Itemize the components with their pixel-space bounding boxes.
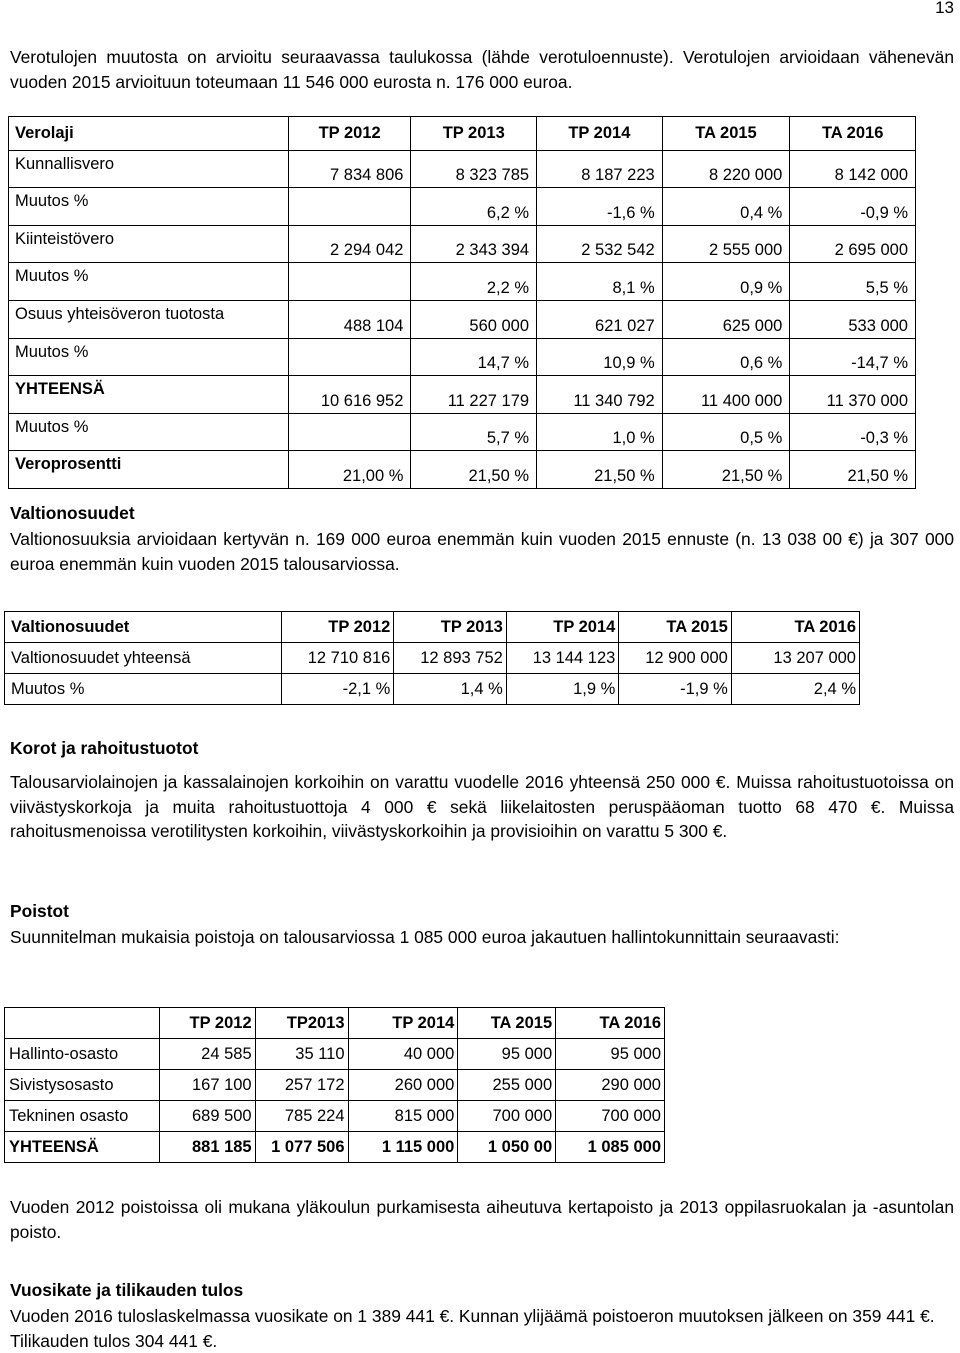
table-cell <box>288 263 411 301</box>
page-number: 13 <box>935 0 954 17</box>
header-cell: TP 2012 <box>281 612 394 643</box>
table-cell: 8 323 785 <box>411 150 537 188</box>
table-cell: 0,6 % <box>662 338 790 376</box>
table-cell: 255 000 <box>458 1070 556 1101</box>
table-cell: 625 000 <box>662 300 790 338</box>
table-cell: 560 000 <box>411 300 537 338</box>
table-cell: 21,50 % <box>847 466 908 485</box>
result-paragraph: Vuoden 2016 tuloslaskelmassa vuosikate on 1 389 441 €. Kunnan ylijäämä poistoeron muutoksen jälkeen on 359 441 €. Tilikauden tulos 304 441 €. <box>10 1306 935 1351</box>
table-cell: 40 000 <box>348 1039 458 1070</box>
table-row <box>9 188 916 226</box>
header-cell: TP 2013 <box>411 117 537 151</box>
table-row <box>5 1070 665 1101</box>
state-aid-table <box>4 611 860 705</box>
table-cell: 1,9 % <box>506 674 619 705</box>
table-cell: 24 585 <box>159 1039 255 1070</box>
table-cell: 8,1 % <box>537 263 663 301</box>
table-cell: 533 000 <box>790 300 916 338</box>
table-cell: 689 500 <box>159 1101 255 1132</box>
table-cell: 10 616 952 <box>288 376 411 414</box>
interest-paragraph: Talousarviolainojen ja kassalainojen korkoihin on varattu vuodelle 2016 yhteensä 250 000 €. Muissa rahoitustuotoissa on viivästyskorkoja ja muita rahoitustuottoja 4 000 € sekä liikelaitosten peruspääoman tuotto 68 470 €. Muissa rahoitusmenoissa verotilitysten korkoihin, viivästyskorkoihin ja provisioihin on varattu 5 300 €. <box>10 772 954 841</box>
state-aid-paragraph: Valtionosuuksia arvioidaan kertyvän n. 169 000 euroa enemmän kuin vuoden 2015 ennuste (n. 13 038 00 €) ja 307 000 euroa enemmän kuin vuoden 2015 talousarviossa. <box>10 529 954 574</box>
header-cell: TA 2016 <box>556 1008 665 1039</box>
table-cell: 11 340 792 <box>537 376 663 414</box>
table-cell: 12 900 000 <box>619 643 732 674</box>
table-cell: 260 000 <box>348 1070 458 1101</box>
tax-revenue-table <box>8 116 916 489</box>
row-label: Kunnallisvero <box>9 150 289 188</box>
state-aid-heading: Valtionosuudet <box>10 503 135 523</box>
table-cell: 7 834 806 <box>288 150 411 188</box>
table-cell: 700 000 <box>556 1101 665 1132</box>
table-row <box>9 300 916 338</box>
table-cell: 2 695 000 <box>790 225 916 263</box>
intro-paragraph: Verotulojen muutosta on arvioitu seuraavassa taulukossa (lähde verotuloennuste). Verotulojen arvioidaan vähenevän vuoden 2015 arvioituun toteumaan 11 546 000 eurosta n. 176 000 euroa. <box>10 47 954 92</box>
table-row <box>5 674 860 705</box>
table-cell: 488 104 <box>288 300 411 338</box>
row-label: Muutos % <box>5 674 282 705</box>
result-heading: Vuosikate ja tilikauden tulos <box>10 1280 244 1300</box>
table-cell: 815 000 <box>348 1101 458 1132</box>
row-label: Kiinteistövero <box>9 225 289 263</box>
row-label: Sivistysosasto <box>5 1070 160 1101</box>
table-cell: 1 077 506 <box>255 1132 348 1163</box>
row-label: Veroprosentti <box>9 451 289 489</box>
table-cell: 881 185 <box>159 1132 255 1163</box>
header-cell: TP 2014 <box>506 612 619 643</box>
table-cell: 700 000 <box>458 1101 556 1132</box>
table-row <box>9 413 916 451</box>
row-label: Muutos % <box>9 413 289 451</box>
table-cell: 5,7 % <box>411 413 537 451</box>
table-row <box>9 338 916 376</box>
table-cell: -2,1 % <box>281 674 394 705</box>
row-label: Osuus yhteisöveron tuotosta <box>9 300 289 338</box>
table-cell: 5,5 % <box>790 263 916 301</box>
table-row <box>9 150 916 188</box>
header-cell: TP 2014 <box>537 117 663 151</box>
table-cell: 8 220 000 <box>662 150 790 188</box>
table-cell: 8 187 223 <box>537 150 663 188</box>
table-row <box>5 1132 665 1163</box>
table-row <box>9 225 916 263</box>
table-cell: 2,2 % <box>411 263 537 301</box>
table-cell: 2 532 542 <box>537 225 663 263</box>
table-cell: 167 100 <box>159 1070 255 1101</box>
row-label: Tekninen osasto <box>5 1101 160 1132</box>
table-cell: 621 027 <box>537 300 663 338</box>
table-cell: 2 343 394 <box>411 225 537 263</box>
table-cell: 6,2 % <box>411 188 537 226</box>
table-cell: 11 227 179 <box>411 376 537 414</box>
header-cell: TA 2015 <box>458 1008 556 1039</box>
table-cell: 14,7 % <box>411 338 537 376</box>
row-label: Muutos % <box>9 263 289 301</box>
header-cell: TA 2016 <box>731 612 859 643</box>
row-label: Hallinto-osasto <box>5 1039 160 1070</box>
table-cell <box>288 413 411 451</box>
table-header-row <box>9 117 916 151</box>
table-cell: 11 370 000 <box>790 376 916 414</box>
table-cell <box>288 188 411 226</box>
table-cell: 2 555 000 <box>662 225 790 263</box>
table-cell: 0,9 % <box>662 263 790 301</box>
table-cell: 21,50 % <box>662 451 790 489</box>
table-cell: 12 710 816 <box>281 643 394 674</box>
table-cell <box>288 338 411 376</box>
table-cell: -0,9 % <box>790 188 916 226</box>
depreciation-table <box>4 1007 665 1163</box>
table-cell: 21,50 % <box>537 451 663 489</box>
table-cell: 12 893 752 <box>394 643 507 674</box>
table-cell: -1,9 % <box>619 674 732 705</box>
depreciation-heading: Poistot <box>10 901 69 921</box>
table-cell: 785 224 <box>255 1101 348 1132</box>
header-cell: TP 2012 <box>159 1008 255 1039</box>
table-cell: 257 172 <box>255 1070 348 1101</box>
table-row <box>5 643 860 674</box>
header-cell: TA 2015 <box>619 612 732 643</box>
table-cell: 1 115 000 <box>348 1132 458 1163</box>
table-cell: 35 110 <box>255 1039 348 1070</box>
header-cell <box>5 1008 160 1039</box>
table-cell: -0,3 % <box>790 413 916 451</box>
header-cell: TP 2014 <box>348 1008 458 1039</box>
table-cell: 290 000 <box>556 1070 665 1101</box>
table-cell: 1,0 % <box>537 413 663 451</box>
row-label: YHTEENSÄ <box>9 376 289 414</box>
header-cell: Verolaji <box>9 117 289 151</box>
table-cell: 13 144 123 <box>506 643 619 674</box>
table-cell: 1,4 % <box>394 674 507 705</box>
header-cell: TP 2013 <box>394 612 507 643</box>
depreciation-note: Vuoden 2012 poistoissa oli mukana yläkoulun purkamisesta aiheutuva kertapoisto ja 2013 oppilasruokalan ja -asuntolan poisto. <box>10 1197 954 1242</box>
table-cell: 0,4 % <box>662 188 790 226</box>
row-label: Muutos % <box>9 338 289 376</box>
table-cell: -1,6 % <box>537 188 663 226</box>
table-cell: 95 000 <box>556 1039 665 1070</box>
header-cell: Valtionosuudet <box>5 612 282 643</box>
table-cell: 21,50 % <box>411 451 537 489</box>
table-cell: 10,9 % <box>537 338 663 376</box>
header-cell: TA 2016 <box>790 117 916 151</box>
table-cell: 13 207 000 <box>731 643 859 674</box>
table-row <box>9 451 916 489</box>
table-cell: 1 050 00 <box>458 1132 556 1163</box>
depreciation-paragraph: Suunnitelman mukaisia poistoja on talousarviossa 1 085 000 euroa jakautuen hallintokunnittain seuraavasti: <box>10 927 840 947</box>
header-cell: TA 2015 <box>662 117 790 151</box>
table-cell: 21,00 % <box>288 451 411 489</box>
header-cell: TP2013 <box>255 1008 348 1039</box>
table-row <box>9 263 916 301</box>
row-label: YHTEENSÄ <box>5 1132 160 1163</box>
table-cell: 0,5 % <box>662 413 790 451</box>
table-cell: 2,4 % <box>731 674 859 705</box>
table-cell: 95 000 <box>458 1039 556 1070</box>
table-row <box>9 376 916 414</box>
row-label: Valtionosuudet yhteensä <box>5 643 282 674</box>
table-row <box>5 1101 665 1132</box>
interest-heading: Korot ja rahoitustuotot <box>10 738 199 758</box>
table-cell: 8 142 000 <box>790 150 916 188</box>
table-cell: 1 085 000 <box>556 1132 665 1163</box>
table-header-row <box>5 612 860 643</box>
table-cell: 2 294 042 <box>288 225 411 263</box>
table-row <box>5 1039 665 1070</box>
table-header-row <box>5 1008 665 1039</box>
row-label: Muutos % <box>9 188 289 226</box>
header-cell: TP 2012 <box>288 117 411 151</box>
table-cell: 11 400 000 <box>662 376 790 414</box>
table-cell: -14,7 % <box>790 338 916 376</box>
